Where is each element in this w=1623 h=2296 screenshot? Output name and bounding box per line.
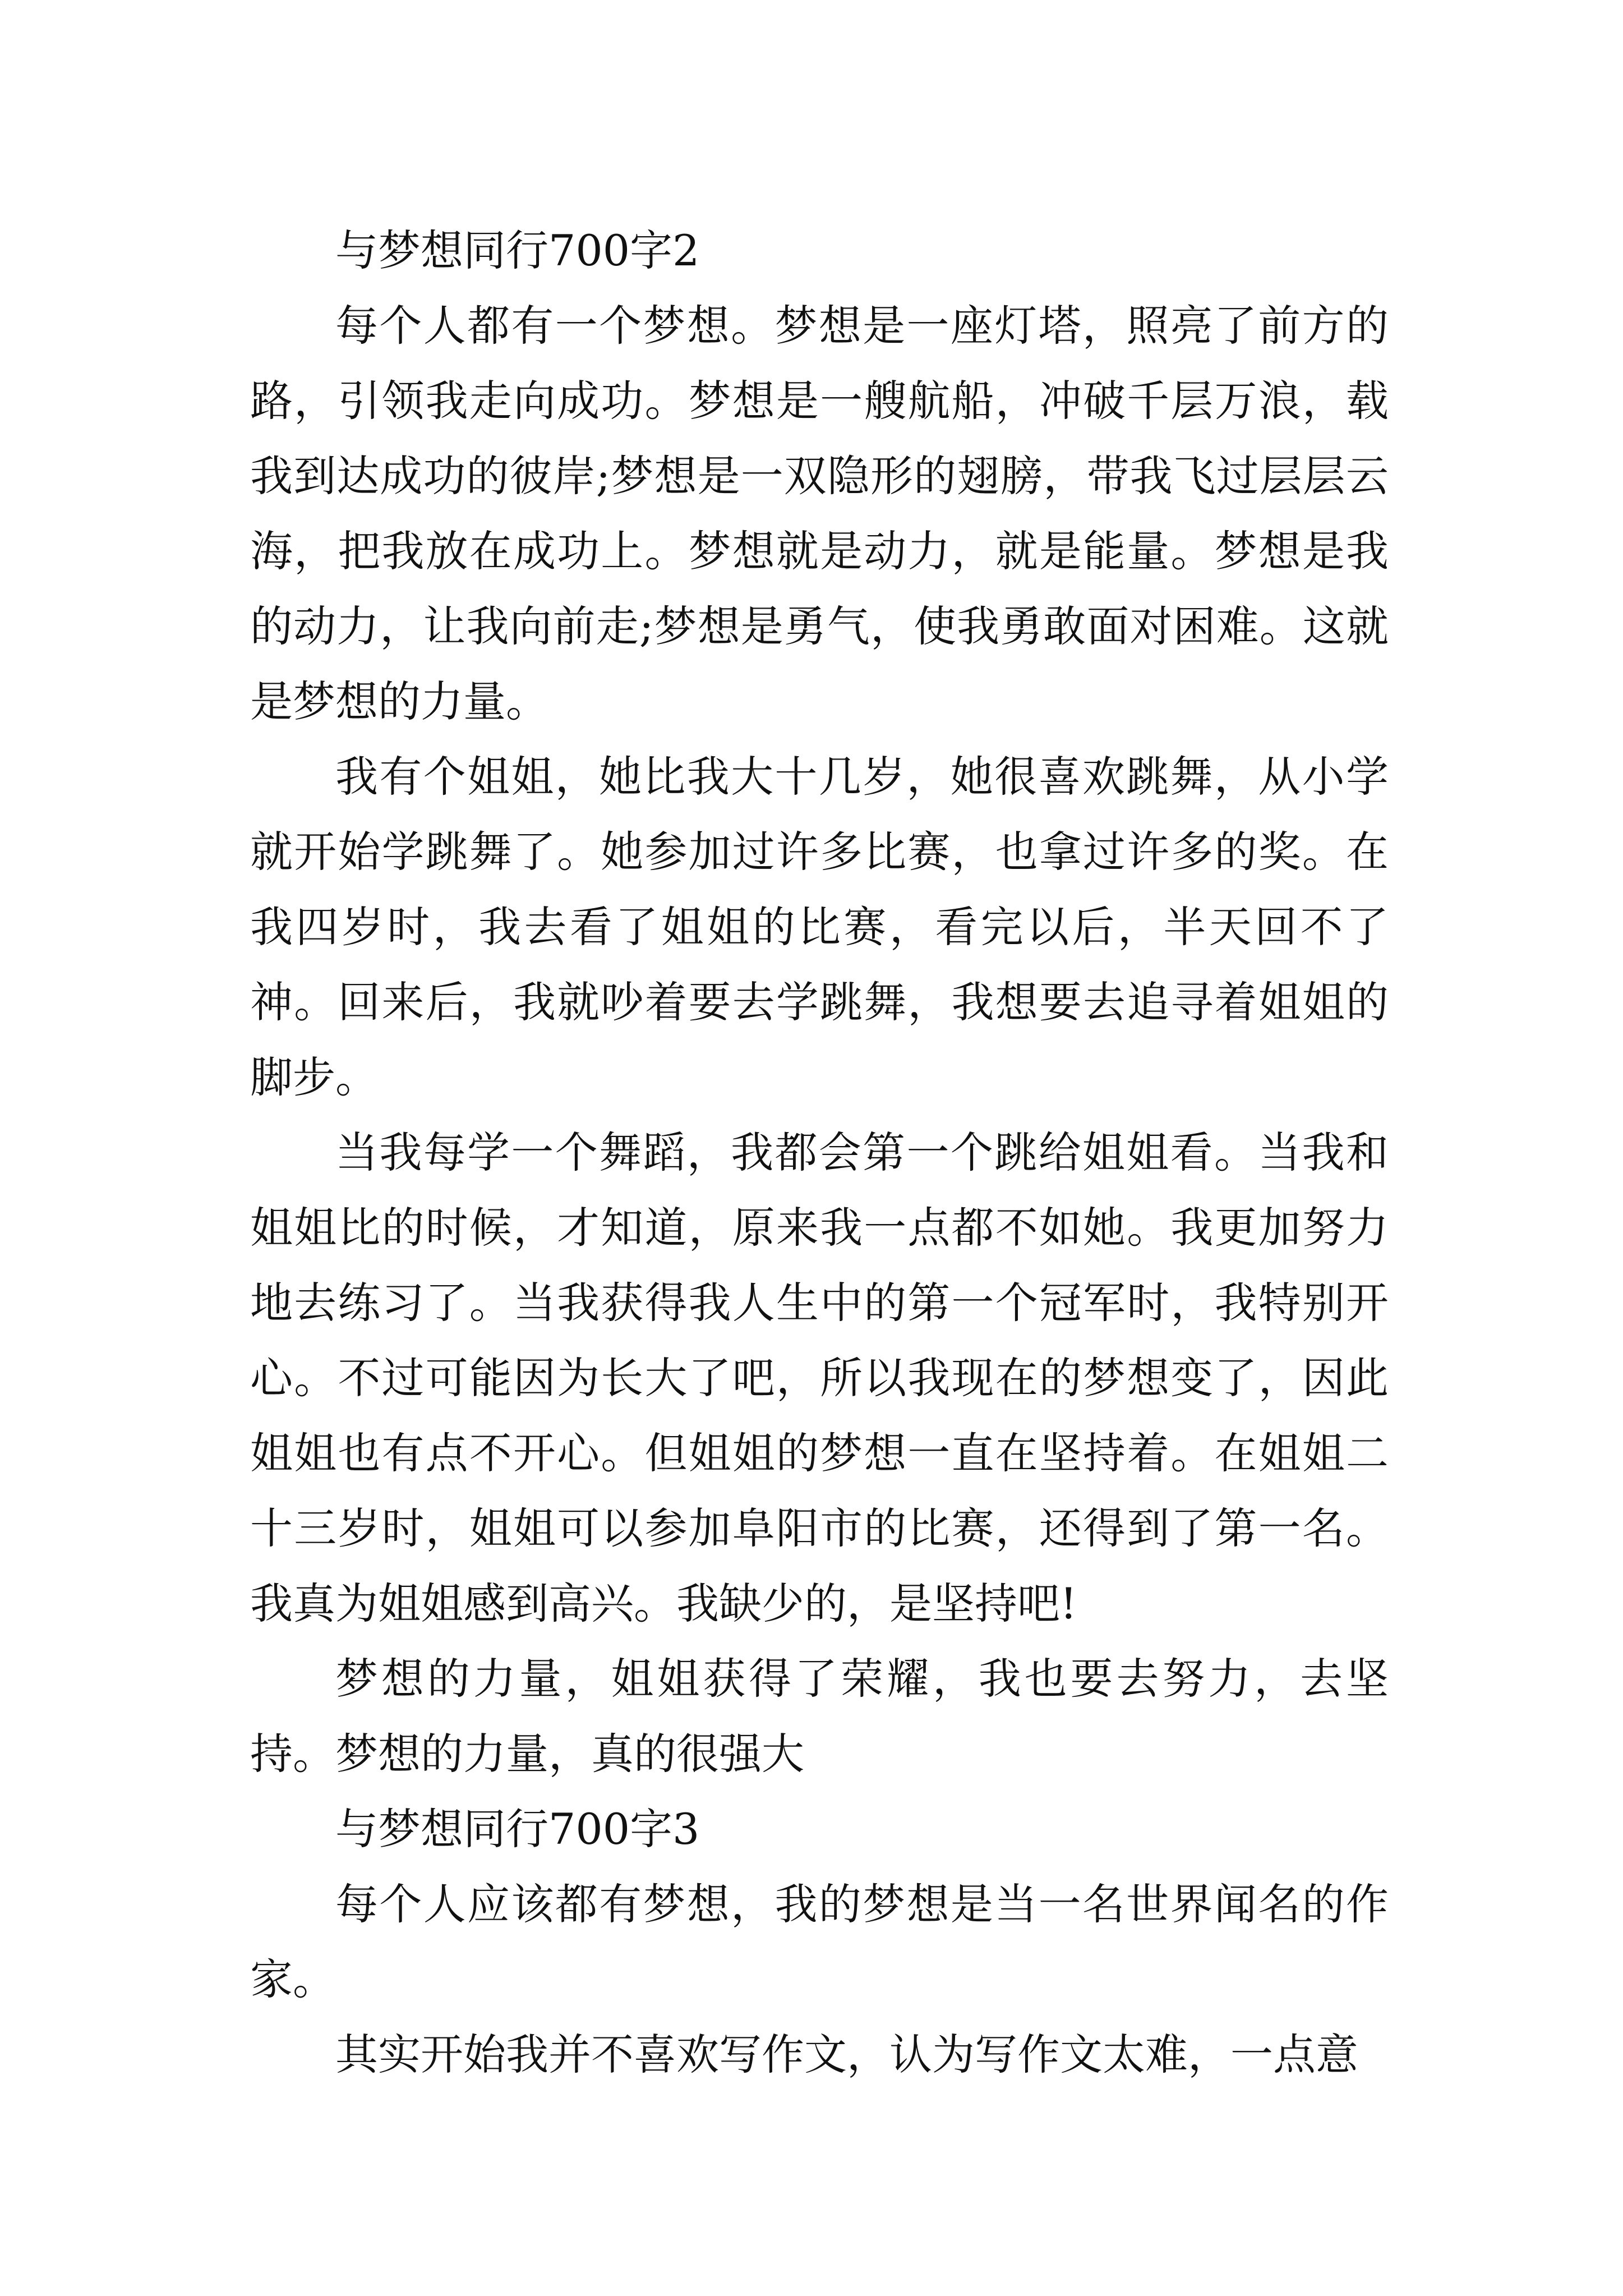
body-paragraph: 我有个姐姐，她比我大十几岁，她很喜欢跳舞，从小学就开始学跳舞了。她参加过许多比赛，也拿过许多的奖。在我四岁时，我去看了姐姐的比赛，看完以后，半天回不了神。回来后，我就吵着要去学跳舞，我想要去追寻着姐姐的脚步。 — [250, 752, 1389, 1102]
body-paragraph: 梦想的力量，姐姐获得了荣耀，我也要去努力，去坚持。梦想的力量，真的很强大 — [250, 1654, 1389, 1779]
body-paragraph: 其实开始我并不喜欢写作文，认为写作文太难，一点意 — [335, 2030, 1358, 2079]
document-body — [250, 213, 1389, 2092]
section-heading: 与梦想同行700字2 — [335, 226, 700, 275]
body-paragraph: 当我每学一个舞蹈，我都会第一个跳给姐姐看。当我和姐姐比的时候，才知道，原来我一点都不如她。我更加努力地去练习了。当我获得我人生中的第一个冠军时，我特别开心。不过可能因为长大了吧，所以我现在的梦想变了，因此姐姐也有点不开心。但姐姐的梦想一直在坚持着。在姐姐二十三岁时，姐姐可以参加阜阳市的比赛，还得到了第一名。我真为姐姐感到高兴。我缺少的，是坚持吧! — [250, 1128, 1389, 1628]
section-heading: 与梦想同行700字3 — [335, 1804, 700, 1854]
body-paragraph: 每个人应该都有梦想，我的梦想是当一名世界闻名的作家。 — [250, 1879, 1389, 2004]
body-paragraph: 每个人都有一个梦想。梦想是一座灯塔，照亮了前方的路，引领我走向成功。梦想是一艘航船，冲破千层万浪，载我到达成功的彼岸;梦想是一双隐形的翅膀，带我飞过层层云海，把我放在成功上。梦想就是动力，就是能量。梦想是我的动力，让我向前走;梦想是勇气，使我勇敢面对困难。这就是梦想的力量。 — [250, 301, 1389, 726]
